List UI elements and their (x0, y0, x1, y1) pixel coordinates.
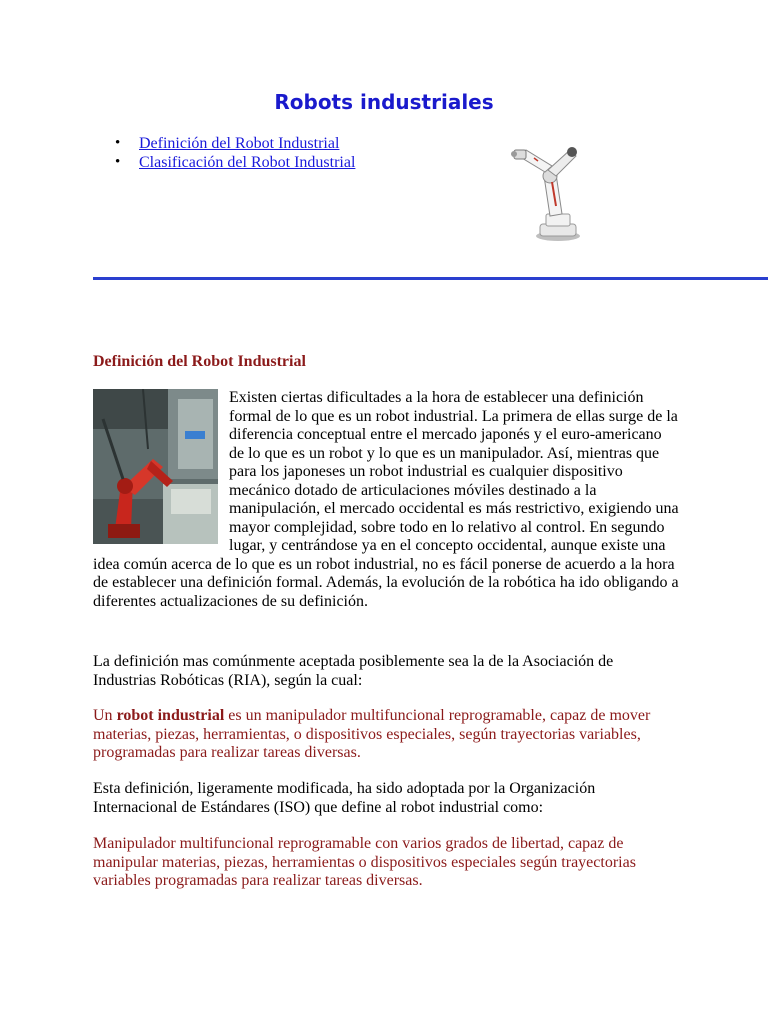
link-definicion[interactable]: Definición del Robot Industrial (139, 135, 340, 152)
table-of-contents (115, 134, 355, 172)
toc-item-definicion (115, 134, 355, 153)
robot-arm-image (500, 136, 620, 246)
iso-definition: Manipulador multifuncional reprogramable con varios grados de libertad, capaz de manipular materias, piezas, herramientas o dispositivos especiales según trayectorias variables programadas para realizar tareas diversas. (93, 835, 636, 889)
ria-rest: es un manipulador multifuncional reprogramable, capaz de mover materias, piezas, herramientas, o dispositivos especiales, según trayectorias variables, programadas para realizar tareas diversas. (93, 707, 651, 761)
image-spacer (93, 389, 229, 551)
paragraph-1-text: Existen ciertas dificultades a la hora de establecer una definición formal de lo que es un robot industrial. La primera de ellas surge de la diferencia conceptual entre el mercado japonés y el euro-americano de lo que es un robot y lo que es un manipulador. Así, mientras que para los japoneses un robot industrial es cualquier dispositivo mecánico dotado de articulaciones móviles destinado a la manipulación, el mercado occidental es más restrictivo, exigiendo una mayor complejidad, sobre todo en lo relativo al control. En segundo lugar, y centrándose ya en el concepto occidental, aunque existe una idea común acerca de lo que es un robot industrial, no es fácil ponerse de acuerdo a la hora de establecer una definición formal. Además, la evolución de la robótica ha ido obligando a diferentes actualizaciones de su definición. (93, 389, 679, 610)
ria-bold-term: robot industrial (116, 707, 225, 724)
section-heading: Definición del Robot Industrial (93, 353, 306, 370)
definition-paragraph-1 (93, 389, 679, 611)
ria-definition (93, 707, 679, 763)
page-title: Robots industriales (274, 90, 494, 114)
toc-item-clasificacion (115, 153, 355, 172)
link-clasificacion[interactable]: Clasificación del Robot Industrial (139, 154, 356, 171)
definition-paragraph-2: La definición mas comúnmente aceptada posiblemente sea la de la Asociación de Industrias Robóticas (RIA), según la cual: (93, 653, 614, 689)
definition-paragraph-3: Esta definición, ligeramente modificada, ha sido adoptada por la Organización Internacional de Estándares (ISO) que define al robot industrial como: (93, 780, 596, 816)
horizontal-divider (93, 277, 768, 280)
ria-prefix: Un (93, 707, 117, 724)
